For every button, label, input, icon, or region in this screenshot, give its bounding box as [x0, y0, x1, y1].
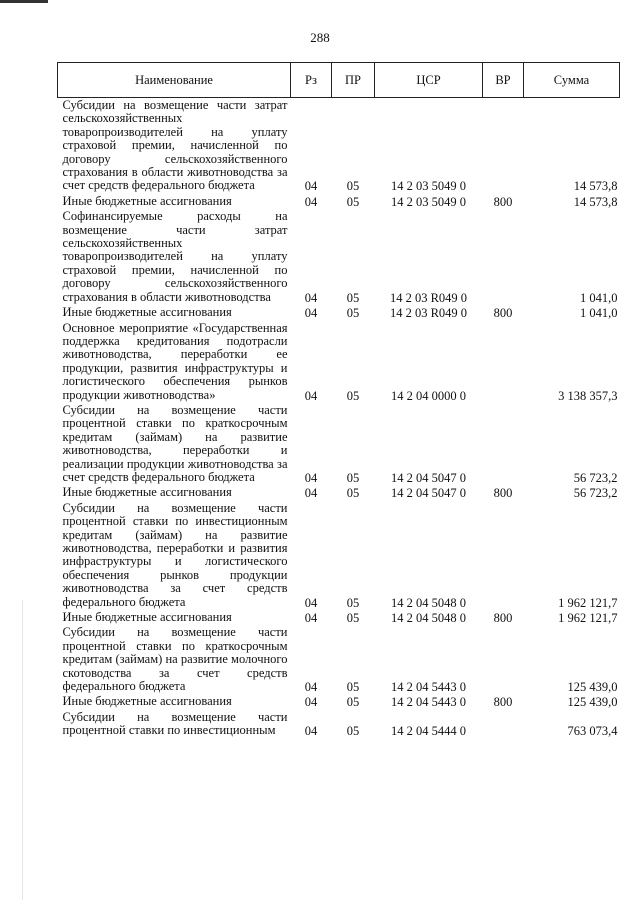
- table-header: [58, 63, 620, 98]
- table-row: [58, 501, 620, 610]
- row-pr: 05: [346, 306, 360, 321]
- row-vr: [483, 501, 524, 610]
- row-rz: 04: [304, 695, 318, 710]
- row-pr: 05: [346, 680, 360, 695]
- row-sum: 14 573,8: [573, 194, 618, 209]
- row-csr: 14 2 04 5048 0: [391, 595, 466, 610]
- top-corner-mark: [0, 0, 48, 3]
- budget-table: [57, 62, 620, 739]
- row-rz: 04: [304, 290, 318, 305]
- row-rz: 04: [304, 595, 318, 610]
- row-sum: 56 723,2: [573, 486, 618, 501]
- header-vr: ВР: [483, 63, 524, 98]
- row-sum: 56 723,2: [573, 470, 618, 485]
- table-row: [58, 209, 620, 305]
- row-name: Субсидии на возмещение части процентной ставки по краткосрочным кредитам (займам) на развитие молочного скотоводства за счет средств федерального бюджета: [62, 625, 288, 694]
- row-pr: 05: [346, 470, 360, 485]
- row-name: Иные бюджетные ассигнования: [62, 485, 232, 500]
- row-pr: 05: [346, 179, 360, 194]
- table-row: [58, 694, 620, 709]
- row-vr: [483, 321, 524, 403]
- row-vr: [483, 98, 524, 194]
- row-csr: 14 2 04 0000 0: [391, 388, 466, 403]
- header-pr: ПР: [332, 63, 375, 98]
- table-row: [58, 305, 620, 320]
- row-vr: [483, 710, 524, 739]
- row-csr: 14 2 04 5443 0: [391, 680, 466, 695]
- row-pr: 05: [346, 724, 360, 739]
- row-vr: 800: [493, 486, 513, 501]
- row-csr: 14 2 03 5049 0: [391, 179, 466, 194]
- row-name: Субсидии на возмещение части процентной ставки по краткосрочным кредитам (займам) на развитие животноводства, переработки и реализации продукции животноводства за счет средств федерального бюджета: [62, 402, 288, 484]
- row-csr: 14 2 04 5047 0: [391, 470, 466, 485]
- table-row: [58, 485, 620, 500]
- row-vr: 800: [493, 695, 513, 710]
- row-csr: 14 2 03 R049 0: [389, 290, 468, 305]
- table-row: [58, 710, 620, 739]
- row-name: Субсидии на возмещение части процентной ставки по инвестиционным кредитам (займам) на развитие животноводства, переработки и развития инфраструктуры и логистического обеспечения рынков продукции животноводства за счет средств федерального бюджета: [62, 500, 288, 609]
- row-sum: 14 573,8: [573, 179, 618, 194]
- row-csr: 14 2 04 5443 0: [391, 695, 466, 710]
- header-row: [58, 63, 620, 98]
- row-vr: [483, 209, 524, 305]
- table-row: [58, 403, 620, 485]
- row-pr: 05: [346, 595, 360, 610]
- row-rz: 04: [304, 611, 318, 626]
- row-name: Иные бюджетные ассигнования: [62, 694, 232, 709]
- row-sum: 3 138 357,3: [558, 388, 618, 403]
- row-pr: 05: [346, 611, 360, 626]
- row-name: Субсидии на возмещение части процентной ставки по инвестиционным: [62, 709, 288, 738]
- row-pr: 05: [346, 695, 360, 710]
- row-sum: 1 041,0: [580, 306, 618, 321]
- row-pr: 05: [346, 290, 360, 305]
- row-sum: 125 439,0: [567, 695, 618, 710]
- row-pr: 05: [346, 486, 360, 501]
- row-vr: [483, 403, 524, 485]
- row-name: Иные бюджетные ассигнования: [62, 305, 232, 320]
- row-vr: 800: [493, 611, 513, 626]
- row-name: Иные бюджетные ассигнования: [62, 193, 232, 208]
- row-name: Софинансируемые расходы на возмещение части затрат сельскохозяйственных товаропроизводителей на уплату страховой премии, начисленной по договору сельскохозяйственного страхования в области животноводства: [62, 209, 288, 304]
- row-vr: 800: [493, 194, 513, 209]
- row-sum: 1 041,0: [580, 290, 618, 305]
- row-csr: 14 2 04 5047 0: [391, 486, 466, 501]
- table-row: [58, 98, 620, 194]
- row-name: Основное мероприятие «Государственная поддержка кредитования подотрасли животноводства, переработки ее продукции, развития инфраструктуры и логистического обеспечения рынков продукции животноводства»: [62, 320, 288, 402]
- header-csr: ЦСР: [375, 63, 483, 98]
- row-rz: 04: [304, 724, 318, 739]
- row-csr: 14 2 03 5049 0: [391, 194, 466, 209]
- row-vr: 800: [493, 306, 513, 321]
- row-rz: 04: [304, 470, 318, 485]
- budget-table-container: [57, 62, 619, 739]
- row-csr: 14 2 04 5048 0: [391, 611, 466, 626]
- row-pr: 05: [346, 388, 360, 403]
- row-csr: 14 2 04 5444 0: [391, 724, 466, 739]
- row-name: Субсидии на возмещение части затрат сельскохозяйственных товаропроизводителей на уплату страховой премии, начисленной по договору сельскохозяйственного страхования в области животноводства за счет средств федерального бюджета: [62, 98, 288, 193]
- row-sum: 763 073,4: [567, 724, 618, 739]
- row-csr: 14 2 03 R049 0: [389, 306, 468, 321]
- row-sum: 125 439,0: [567, 680, 618, 695]
- header-sum: Сумма: [524, 63, 620, 98]
- row-rz: 04: [304, 388, 318, 403]
- row-name: Иные бюджетные ассигнования: [62, 610, 232, 625]
- row-rz: 04: [304, 486, 318, 501]
- row-sum: 1 962 121,7: [558, 595, 618, 610]
- header-name: Наименование: [58, 63, 291, 98]
- row-rz: 04: [304, 680, 318, 695]
- table-row: [58, 194, 620, 209]
- row-sum: 1 962 121,7: [558, 611, 618, 626]
- table-body: [58, 98, 620, 739]
- page-number: 288: [310, 30, 330, 45]
- table-row: [58, 625, 620, 694]
- header-rz: Рз: [291, 63, 332, 98]
- row-rz: 04: [304, 306, 318, 321]
- scan-margin-line: [22, 600, 23, 900]
- row-vr: [483, 625, 524, 694]
- table-row: [58, 321, 620, 403]
- row-rz: 04: [304, 194, 318, 209]
- table-row: [58, 610, 620, 625]
- row-rz: 04: [304, 179, 318, 194]
- row-pr: 05: [346, 194, 360, 209]
